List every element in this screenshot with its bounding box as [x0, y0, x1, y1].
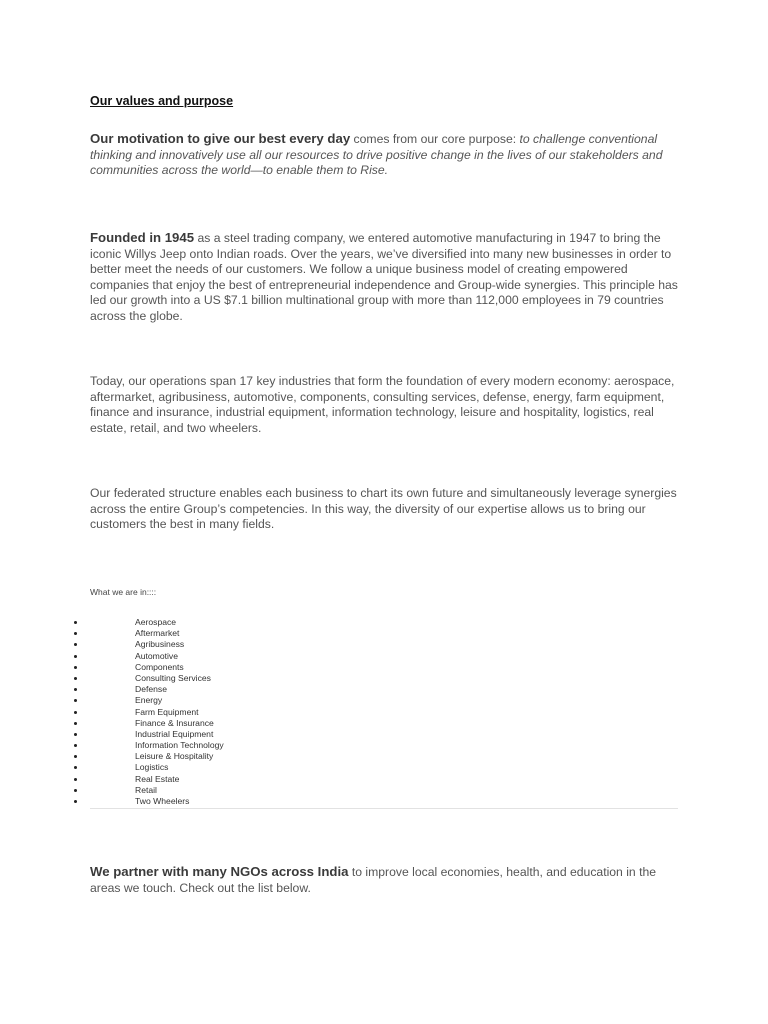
list-item-label: Consulting Services [135, 672, 211, 683]
bullet-icon [74, 722, 77, 725]
bullet-icon [74, 744, 77, 747]
list-item-label: Automotive [135, 650, 178, 661]
list-item-label: Aerospace [135, 617, 177, 627]
list-item-label: Information Technology [135, 740, 224, 751]
list-item-label: Retail [135, 784, 157, 795]
bullet-icon [74, 632, 77, 635]
purpose-text: comes from our core purpose: [350, 132, 520, 146]
bullet-icon [74, 655, 77, 658]
bullet-icon [74, 778, 77, 781]
section-heading: Our values and purpose [90, 94, 234, 108]
bullet-icon [74, 789, 77, 792]
list-item-label: Finance & Insurance [135, 717, 214, 728]
founded-lead: Founded in 1945 [90, 230, 195, 245]
list-item-label: Leisure & Hospitality [135, 751, 214, 762]
purpose-paragraph [90, 131, 682, 179]
bullet-icon [74, 666, 77, 669]
founded-paragraph [90, 230, 682, 325]
bullet-icon [74, 688, 77, 691]
list-item-label: Aftermarket [135, 628, 180, 639]
bullet-icon [74, 621, 77, 624]
bullet-icon [74, 733, 77, 736]
bullet-icon [74, 800, 77, 803]
operations-paragraph: Today, our operations span 17 key industries that form the foundation of every modern economy: aerospace, aftermarket, agribusiness, automotive, components, consulting services, defense, energy, farm equipment, finance and insurance, industrial equipment, information technology, leisure and hospitality, logistics, real estate, retail, and two wheelers. [90, 374, 675, 435]
purpose-italic: to challenge conventional thinking and innovatively use all our resources to drive positive change in the lives of our stakeholders and communities across the world—to enable them to Rise. [90, 132, 663, 178]
bullet-icon [74, 755, 77, 758]
federated-paragraph: Our federated structure enables each business to chart its own future and simultaneously leverage synergies across the entire Group’s competencies. In this way, the diversity of our expertise allows us to bring our customers the best in many fields. [90, 486, 677, 532]
divider [90, 808, 678, 809]
list-item-label: Farm Equipment [135, 706, 199, 717]
bullet-icon [74, 643, 77, 646]
founded-text: as a steel trading company, we entered automotive manufacturing in 1947 to bring the iconic Willys Jeep onto Indian roads. Over the years, we’ve diversified into many new businesses in order to better meet the needs of our customers. We follow a unique business model of creating empowered companies that enjoy the best of entrepreneurial independence and Group-wide synergies. This principle has led our growth into a US $7.1 billion multinational group with more than 112,000 employees in 79 countries across the globe. [90, 231, 678, 323]
list-item-label: Components [135, 661, 184, 672]
ngo-text: to improve local economies, health, and education in the areas we touch. Check out the list below. [90, 865, 657, 895]
bullet-icon [74, 677, 77, 680]
list-item-label: Agribusiness [135, 639, 185, 650]
bullet-icon [74, 766, 77, 769]
ngo-lead: We partner with many NGOs across India [90, 864, 349, 879]
list-item-label: Defense [135, 684, 168, 695]
industries-list-label: What we are in:::: [90, 587, 157, 597]
list-item-label: Two Wheelers [135, 796, 190, 806]
list-item-label: Logistics [135, 762, 169, 773]
ngo-paragraph [90, 864, 682, 896]
list-item-label: Energy [135, 695, 163, 706]
list-item-label: Real Estate [135, 773, 180, 784]
purpose-lead: Our motivation to give our best every day [90, 131, 351, 146]
list-item-label: Industrial Equipment [135, 728, 214, 739]
bullet-icon [74, 711, 77, 714]
bullet-icon [74, 699, 77, 702]
